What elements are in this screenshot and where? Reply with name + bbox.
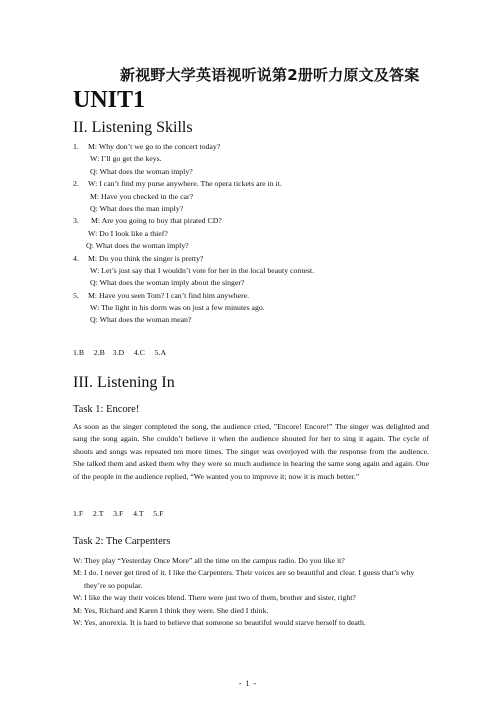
dialog-line: W: I like the way their voices blend. There were just two of them, brother and sister, right?: [73, 593, 356, 603]
question-4: [73, 253, 453, 265]
question-3: [73, 215, 453, 227]
dialog-line: M: Yes, Richard and Karen I think they were. She died I think.: [73, 605, 269, 615]
question-1: [73, 141, 453, 153]
question-2: [73, 178, 453, 190]
question-line: Q: What does the woman imply?: [86, 241, 189, 251]
page-number: - 1 -: [238, 679, 258, 688]
task-2-heading: Task 2: The Carpenters: [73, 536, 171, 547]
question-line: W: Let’s just say that I wouldn’t vote for her in the local beauty contest.: [90, 265, 315, 275]
question-line: M: Are you going to buy that pirated CD?: [91, 216, 222, 226]
question-line: Q: What does the woman mean?: [90, 315, 192, 325]
question-line: M: Why don’t we go to the concert today?: [88, 142, 221, 151]
question-number: 3.: [73, 216, 79, 226]
question-line: M: Do you think the singer is pretty?: [88, 253, 204, 263]
question-number: 5.: [73, 290, 79, 300]
listening-skills-heading: II. Listening Skills: [73, 119, 193, 136]
question-line: Q: What does the man imply?: [90, 203, 184, 213]
question-number: 4.: [73, 253, 79, 263]
task-1-answers: 1.F 2.T 3.F 4.T 5.F: [73, 509, 164, 518]
task-1-heading: Task 1: Encore!: [73, 404, 140, 415]
document-title: 新视野大学英语视听说第2册听力原文及答案: [120, 66, 420, 84]
dialog-line: W: Yes, anorexia. It is hard to believe that someone so beautiful would starve herself to death.: [73, 618, 366, 628]
question-line: W: I can’t find my purse anywhere. The opera tickets are in it.: [88, 179, 282, 189]
listening-skills-answers: 1.B 2.B 3.D 4.C 5.A: [73, 348, 167, 357]
question-line: M: Have you checked in the car?: [90, 191, 194, 201]
question-line: W: Do I look like a thief?: [88, 228, 168, 238]
dialog-line: M: I do. I never get tired of it. I like the Carpenters. Their voices are so beautiful and clear. I guess that’s why they’re so popular.: [73, 568, 415, 590]
question-number: 1.: [73, 142, 79, 151]
dialog-line: W: They play “Yesterday Once More” all the time on the campus radio. Do you like it?: [73, 556, 345, 565]
listening-in-heading: III. Listening In: [73, 374, 175, 391]
task-2-dialog: [73, 555, 433, 629]
question-line: M: Have you seen Tom? I can’t find him anywhere.: [88, 290, 250, 300]
question-5: [73, 290, 453, 302]
question-line: W: I’ll go get the keys.: [90, 154, 162, 164]
task-1-text: As soon as the singer completed the song, the audience cried, ”Encore! Encore!” The singer was delighted and sang the song again. She couldn’t believe it when the audience shouted for her to sing it again. The cycle of shouts and songs was repeated ten more times. The singer was overjoyed with the response from the audience. She talked them and asked them why they were so much audience in hearing the same song again and again. One of the people in the audience replied, “We wanted you to improve it; now it is much better.”: [73, 422, 429, 481]
question-line: Q: What does the woman imply about the singer?: [90, 278, 245, 288]
question-number: 2.: [73, 179, 79, 189]
question-line: Q: What does the woman imply?: [90, 166, 193, 176]
question-line: W: The light in his dorm was on just a few minutes ago.: [90, 303, 265, 313]
listening-skills-questions: [73, 141, 453, 327]
unit-heading: UNIT1: [73, 87, 146, 113]
